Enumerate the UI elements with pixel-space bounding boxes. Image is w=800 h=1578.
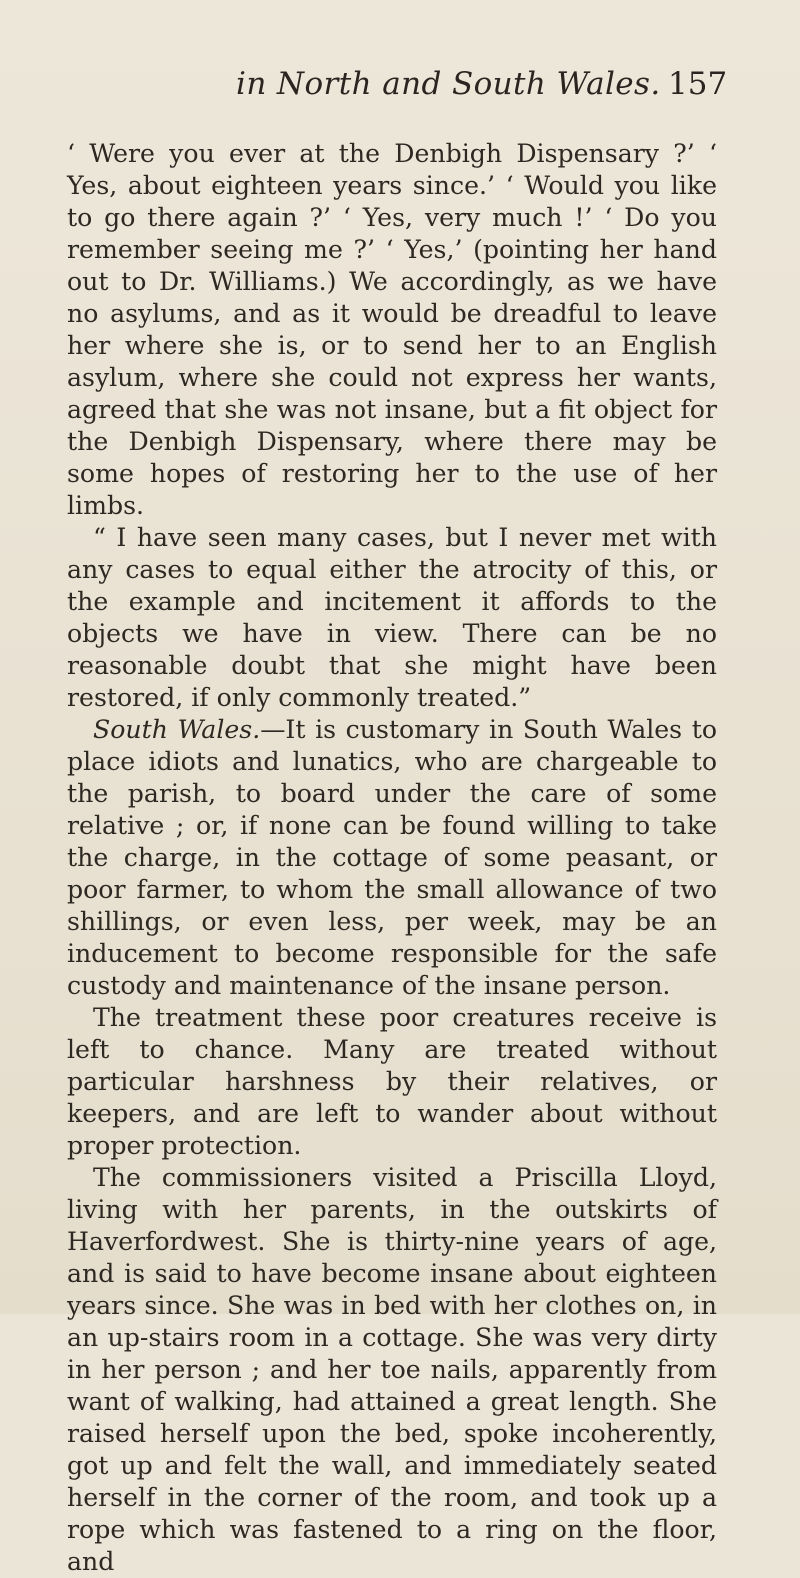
page-number: 157 <box>668 66 728 102</box>
paragraph-quotation: “ I have seen many cases, but I never met with any cases to equal either the atrocity of this, or the example and incitement it affords to the objects we have in view. There can be no reasonable doubt that she might have been restored, if only commonly treated.” <box>67 523 717 712</box>
running-head <box>0 66 800 106</box>
paragraph-south-wales-text: —It is customary in South Wales to place idiots and lunatics, who are chargeable to the parish, to board under the care of some relative ; or, if none can be found willing to take the charge, in the cottage of some peasant, or poor farmer, to whom the small allowance of two shillings, or even less, per week, may be an inducement to become responsible for the safe custody and maintenance of the insane person. <box>67 715 718 1000</box>
paragraph-priscilla-lloyd: The commissioners visited a Priscilla Lloyd, living with her parents, in the outskirts of Haverfordwest. She is thirty-nine years of age, and is said to have become insane about eighteen years since. She was in bed with her clothes on, in an up-stairs room in a cottage. She was very dirty in her person ; and her toe nails, apparently from want of walking, had attained a great length. She raised herself upon the bed, spoke incoherently, got up and felt the wall, and immediately seated herself in the corner of the room, and took up a rope which was fastened to a ring on the floor, and <box>67 1163 717 1576</box>
section-lead-south-wales: South Wales. <box>93 715 261 744</box>
running-head-title: in North and South Wales. <box>236 66 661 102</box>
paragraph-dispensary-dialogue: ‘ Were you ever at the Denbigh Dispensary ?’ ‘ Yes, about eighteen years since.’ ‘ Would you like to go there again ?’ ‘ Yes, very much !’ ‘ Do you remember seeing me ?’ ‘ Yes,’ (pointing her hand out to Dr. Williams.) We accordingly, as we have no asylums, and as it would be dreadful to leave her where she is, or to send her to an English asylum, where she could not express her wants, agreed that she was not insane, but a fit object for the Denbigh Dispensary, where there may be some hopes of restoring her to the use of her limbs. <box>67 139 717 520</box>
paragraph-south-wales <box>67 714 717 1002</box>
paragraph-treatment: The treatment these poor creatures receive is left to chance. Many are treated without particular harshness by their relatives, or keepers, and are left to wander about without proper protection. <box>67 1003 717 1160</box>
body-text <box>67 138 717 1578</box>
